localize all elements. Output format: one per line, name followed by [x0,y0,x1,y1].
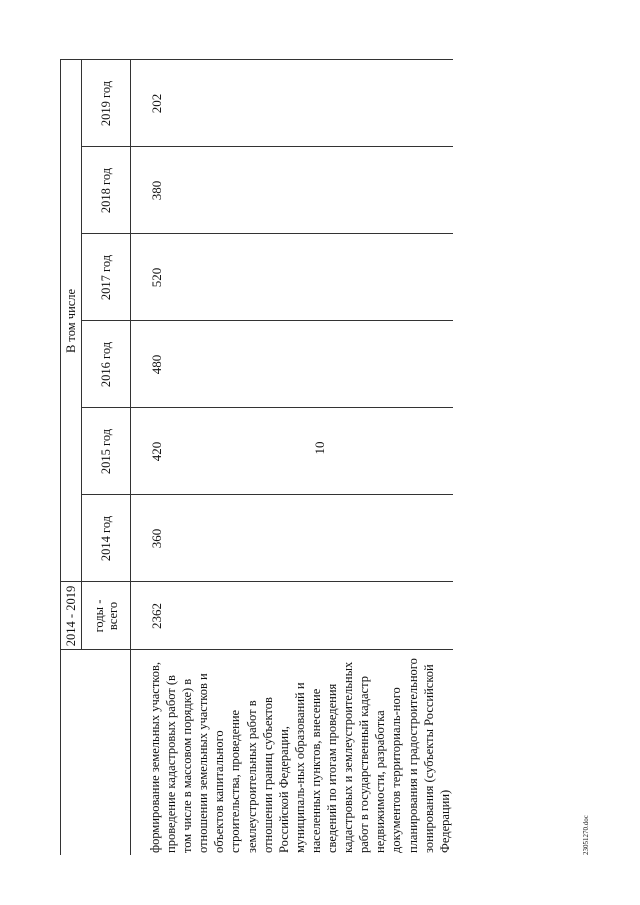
year-header: 2014 год [82,495,131,582]
year-header: 2019 год [82,60,131,147]
row-description: формирование земельных участков, проведение кадастровых работ (в том числе в массовом порядке) в отношении земельных участков и объектов капитального строительства, проведение землеустроительных работ в отношении границ субъектов Российской Федерации, муниципаль-ных образований и населенных пунктов, внесение сведений по итогам проведения кадастровых и землеустроительных работ в государственный кадастр недвижимости, разработка документов территориаль-ного планирования и градостроительного зонирования (субъекты Российской Федерации) [131,650,453,855]
rotated-table-container [60,60,565,855]
row-value: 360 [131,495,453,582]
description-header-cell [61,650,131,855]
budget-table [60,59,453,855]
total-header-period: 2014 - 2019 [61,582,82,650]
year-header: 2018 год [82,147,131,234]
row-total: 2362 [131,582,453,650]
row-value: 480 [131,321,453,408]
table-row [131,60,453,855]
row-value: 420 [131,408,453,495]
year-header: 2017 год [82,234,131,321]
year-header: 2015 год [82,408,131,495]
year-header: 2016 год [82,321,131,408]
total-header-label: годы - всего [82,582,131,650]
group-header: В том числе [61,60,82,582]
row-value: 380 [131,147,453,234]
row-value: 520 [131,234,453,321]
row-value: 202 [131,60,453,147]
file-reference: 23051270.doc [582,815,590,855]
page-number: 10 [312,441,327,455]
